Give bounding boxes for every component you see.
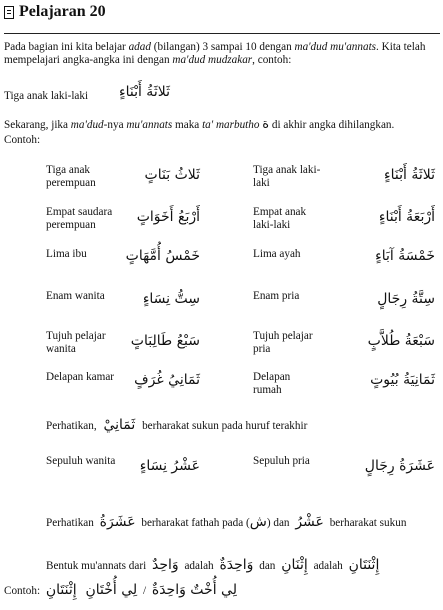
pair-6-f-label: Delapan kamar — [46, 371, 115, 383]
ten-m-arabic: عَشَرَةُ رِجَالٍ — [364, 458, 435, 474]
pair-4-m-label: Enam pria — [253, 290, 300, 302]
intro-text-c: . Kita telah mempelajari angka-angka ini dengan — [4, 41, 426, 66]
note-2-text-d: berharakat sukun — [329, 517, 407, 529]
rule-text-a: Sekarang, jika — [4, 119, 71, 131]
example1-arabic: ثَلاثَةُ أَبْنَاءٍ — [119, 84, 170, 100]
note-3-text-d: adalah — [313, 560, 343, 572]
rule-text-c: maka — [172, 119, 203, 131]
rule-term-madud: ma'dud — [70, 119, 104, 131]
note-2-text-c: ) dan — [266, 517, 290, 529]
note-2-text-a: Perhatikan — [46, 517, 94, 529]
note-1-text-b: berharakat sukun pada huruf terakhir — [142, 420, 308, 432]
note-3-arabic-2: وَاحِدَةٌ — [219, 557, 254, 573]
ten-m-label: Sepuluh pria — [253, 455, 310, 467]
pair-6-m-label: Delapan rumah — [253, 371, 291, 396]
example-last-arabic-1: إِثْنَتَانِ — [45, 582, 77, 598]
rule-term-tamarbutho: ta' marbutho — [202, 119, 260, 131]
ta-marbutho-glyph: ة — [262, 117, 270, 132]
pair-4-m-arabic: سِتَّةُ رِجَالٍ — [377, 291, 435, 307]
example-last-arabic-3: لِي أُخْتٌ وَاحِدَةٌ — [151, 582, 237, 598]
pair-2-f-arabic: أَرْبَعُ أَخَوَاتٍ — [136, 209, 200, 225]
note-1 — [46, 419, 307, 433]
example-last-label: Contoh: — [4, 585, 41, 597]
rule-paragraph — [4, 118, 440, 132]
example-last-arabic-2: لِي أُخْتَانِ — [85, 582, 138, 598]
note-3-text-c: dan — [259, 560, 276, 572]
note-2-arabic-1: عَشَرَةُ — [99, 514, 136, 530]
pair-5-f-label: Tujuh pelajar wanita — [46, 330, 106, 355]
pair-3-m-label: Lima ayah — [253, 248, 301, 260]
note-3-arabic-1: وَاحِدٌ — [152, 557, 179, 573]
note-1-arabic: ثَمَانِيْ — [103, 417, 136, 433]
pair-5-f-arabic: سَبْعُ طَالِبَاتٍ — [130, 333, 200, 349]
pair-3-f-label: Lima ibu — [46, 248, 87, 260]
intro-paragraph — [4, 41, 440, 67]
pair-1-f-arabic: ثَلاثُ بَنَاتٍ — [144, 167, 200, 183]
note-3 — [46, 559, 382, 573]
ten-f-arabic: عَشْرُ نِسَاءٍ — [139, 458, 200, 474]
note-2-text-b: berharakat fathah pada ( — [141, 517, 250, 529]
intro-text-a: Pada bagian ini kita belajar — [4, 41, 129, 53]
pair-1-m-arabic: ثَلاثَةُ أَبْنَاءٍ — [384, 167, 435, 183]
contoh-label: Contoh: — [4, 134, 41, 146]
example-last-separator: / — [142, 585, 147, 597]
pair-2-f-label: Empat saudara perempuan — [46, 206, 113, 231]
ten-f-label: Sepuluh wanita — [46, 455, 116, 467]
intro-text-b: (bilangan) 3 sampai 10 dengan — [150, 41, 295, 53]
pair-6-f-arabic: ثَمَانِيُ غُرَفٍ — [134, 372, 200, 388]
intro-text-d: , contoh: — [252, 54, 292, 66]
pair-2-m-label: Empat anak laki-laki — [253, 206, 307, 231]
note-2-arabic-3: عَشْرُ — [295, 514, 324, 530]
note-2 — [46, 516, 406, 530]
example-last — [4, 584, 240, 598]
document-icon — [4, 6, 14, 19]
pair-4-f-arabic: سِتُّ نِسَاءٍ — [142, 291, 200, 307]
intro-term-adad: adad — [128, 41, 151, 53]
pair-6-m-arabic: ثَمَانِيَةُ بُيُوتٍ — [370, 372, 435, 388]
note-3-arabic-4: إِثْنَتَانِ — [348, 557, 380, 573]
pair-5-m-label: Tujuh pelajar pria — [253, 330, 313, 355]
pair-4-f-label: Enam wanita — [46, 290, 105, 302]
note-2-arabic-2: ش — [249, 514, 267, 530]
intro-term-mudzakar: ma'dud mudzakar — [172, 54, 253, 66]
note-3-text-b: adalah — [184, 560, 214, 572]
pair-1-m-label: Tiga anak laki-laki — [253, 164, 321, 189]
rule-term-muannats: mu'annats — [126, 119, 173, 131]
pair-3-m-arabic: خَمْسَةُ آبَاءٍ — [375, 248, 435, 264]
example1-label: Tiga anak laki-laki — [4, 90, 89, 102]
intro-term-muannats: ma'dud mu'annats — [294, 41, 377, 53]
rule-text-b: -nya — [103, 119, 127, 131]
pair-1-f-label: Tiga anak perempuan — [46, 164, 96, 189]
note-3-arabic-3: إِثْنَانِ — [281, 557, 308, 573]
page-title — [4, 3, 106, 21]
rule-text-d: di akhir angka dihilangkan. — [269, 119, 395, 131]
note-3-text-a: Bentuk mu'annats dari — [46, 560, 147, 572]
pair-3-f-arabic: خَمْسُ أُمَّهَاتٍ — [125, 248, 200, 264]
page-title-text: Pelajaran 20 — [19, 3, 106, 20]
title-rule — [4, 33, 440, 34]
note-1-text-a: Perhatikan, — [46, 420, 97, 432]
pair-5-m-arabic: سَبْعَةُ طُلاَّبٍ — [367, 333, 435, 349]
pair-2-m-arabic: أَرْبَعَةُ أَبْنَاءٍ — [378, 209, 435, 225]
